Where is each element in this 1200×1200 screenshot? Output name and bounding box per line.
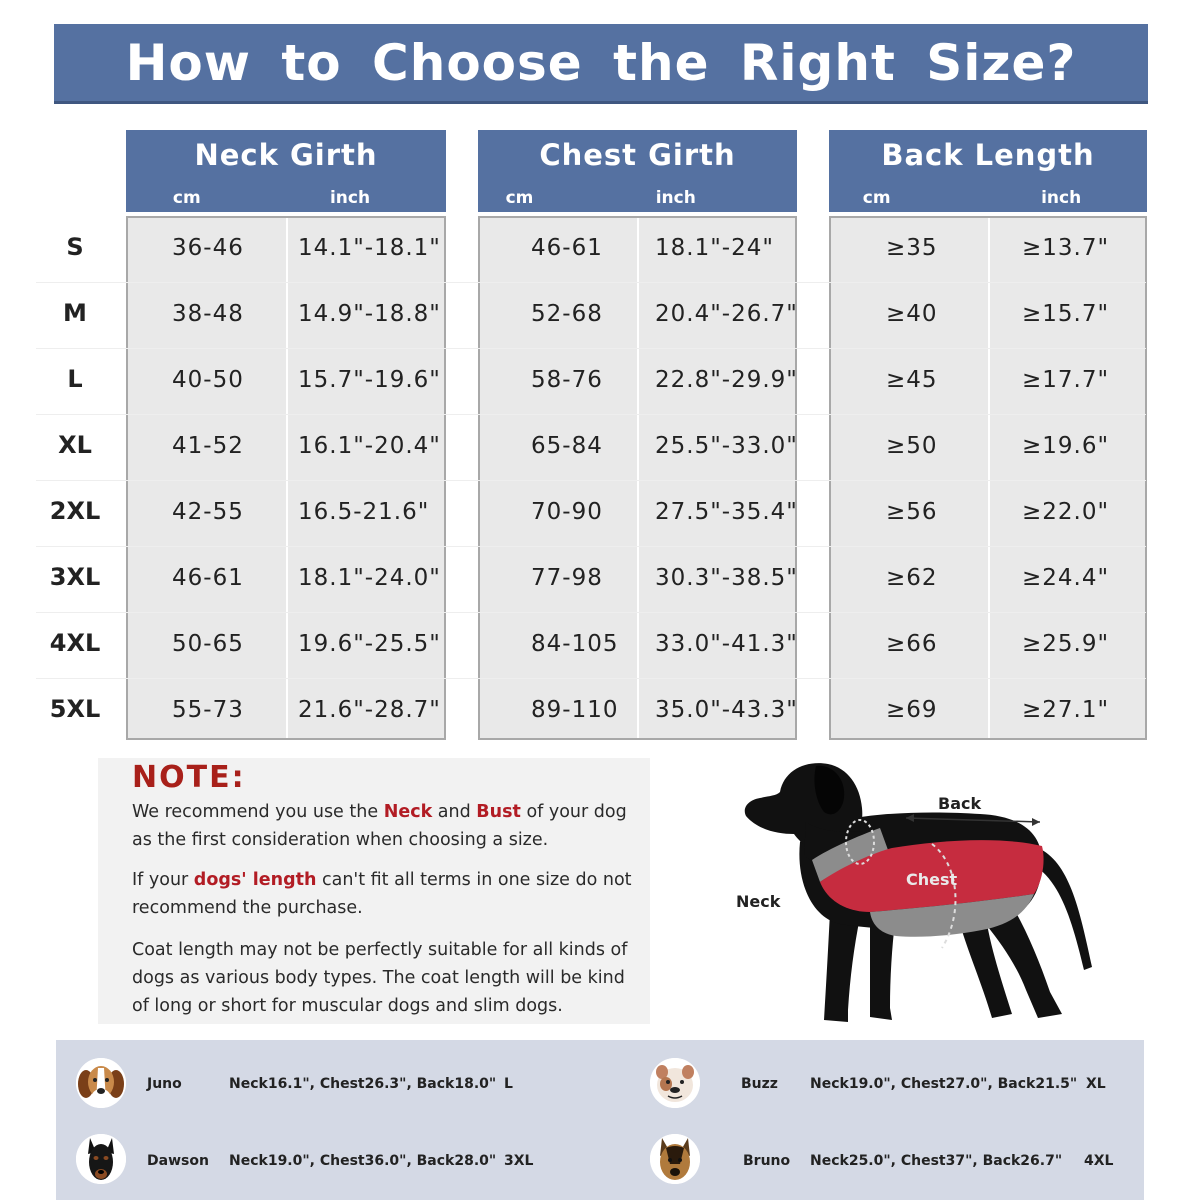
note-text: of your dog as the first consideration when choosing a size. [132,802,627,850]
page-title: How to Choose the Right Size? [125,33,1077,92]
chest-cm-cell: 65-84 [531,433,603,459]
chest-cm-cell: 58-76 [531,367,603,393]
back-label: Back [938,794,982,813]
chest-inch-label: inch [655,188,696,208]
neck-cm-cell: 46-61 [172,565,244,591]
neck-cm-label: cm [172,188,201,208]
chest-cm-cell: 89-110 [531,697,619,723]
example-measures: Neck19.0", Chest36.0", Back28.0" [229,1153,497,1169]
chest-inch-cell: 20.4"-26.7" [655,301,798,327]
neck-inch-cell: 16.1"-20.4" [298,433,441,459]
back-cm-cell: ≥45 [886,367,938,393]
back-inch-label: inch [1041,188,1082,208]
example-size: XL [1086,1076,1106,1092]
note-paragraph-2 [132,866,632,922]
size-label-xl: XL [58,431,92,459]
back-inch-cell: ≥24.4" [1022,565,1110,591]
note-text: If your [132,870,194,890]
neck-inch-cell: 14.9"-18.8" [298,301,441,327]
chest-cm-label: cm [505,188,534,208]
back-inch-cell: ≥22.0" [1022,499,1110,525]
doberman-icon [76,1134,126,1184]
neck-inch-cell: 19.6"-25.5" [298,631,441,657]
example-name: Juno [147,1076,182,1092]
note-paragraph-1 [132,798,632,854]
chest-inch-cell: 35.0"-43.3" [655,697,798,723]
neck-inch-cell: 21.6"-28.7" [298,697,441,723]
back-cm-cell: ≥62 [886,565,938,591]
neck-cm-cell: 41-52 [172,433,244,459]
column-divider [988,218,990,738]
neck-inch-cell: 18.1"-24.0" [298,565,441,591]
chest-inch-cell: 33.0"-41.3" [655,631,798,657]
note-paragraph-3: Coat length may not be perfectly suitable for all kinds of dogs as various body types. The coat length will be kind of long or short for muscular dogs and slim dogs. [132,940,628,1016]
example-measures: Neck16.1", Chest26.3", Back18.0" [229,1076,497,1092]
german-shepherd-icon [650,1134,700,1184]
example-name: Dawson [147,1153,209,1169]
dog-avatar-buzz [650,1058,700,1108]
bulldog-icon [650,1058,700,1108]
back-cm-cell: ≥56 [886,499,938,525]
chest-cm-cell: 70-90 [531,499,603,525]
dog-avatar-bruno [650,1134,700,1184]
beagle-icon [76,1058,126,1108]
size-label-3xl: 3XL [49,563,101,591]
neck-inch-cell: 15.7"-19.6" [298,367,441,393]
dog-measurement-diagram [720,752,1140,1037]
chest-inch-cell: 25.5"-33.0" [655,433,798,459]
example-name: Bruno [743,1153,791,1169]
back-inch-cell: ≥27.1" [1022,697,1110,723]
dog-avatar-dawson [76,1134,126,1184]
chest-cm-cell: 52-68 [531,301,603,327]
back-inch-cell: ≥13.7" [1022,235,1110,261]
size-label-l: L [67,365,83,393]
back-cm-label: cm [862,188,891,208]
note-highlight-neck: Neck [383,802,433,822]
neck-cm-cell: 40-50 [172,367,244,393]
size-label-2xl: 2XL [49,497,101,525]
size-label-m: M [63,299,87,327]
chest-cm-cell: 84-105 [531,631,619,657]
back-cm-cell: ≥69 [886,697,938,723]
example-size: 3XL [504,1153,534,1169]
chest-cm-cell: 46-61 [531,235,603,261]
note-text: and [432,802,477,822]
back-cm-cell: ≥40 [886,301,938,327]
note-box [98,758,650,1024]
example-size: L [504,1076,513,1092]
neck-cm-cell: 50-65 [172,631,244,657]
note-title: NOTE: [132,760,246,795]
neck-inch-cell: 14.1"-18.1" [298,235,441,261]
neck-girth-header [126,130,446,212]
back-inch-cell: ≥25.9" [1022,631,1110,657]
size-label-5xl: 5XL [49,695,101,723]
column-divider [286,218,288,738]
neck-cm-cell: 38-48 [172,301,244,327]
example-size: 4XL [1084,1153,1114,1169]
example-name: Buzz [741,1076,778,1092]
back-inch-cell: ≥19.6" [1022,433,1110,459]
chest-label: Chest [906,870,958,889]
size-label-s: S [66,233,84,261]
back-cm-cell: ≥50 [886,433,938,459]
chest-inch-cell: 18.1"-24" [655,235,774,261]
chest-inch-cell: 22.8"-29.9" [655,367,798,393]
neck-cm-cell: 55-73 [172,697,244,723]
column-divider [637,218,639,738]
back-length-header [829,130,1147,212]
neck-label: Neck [736,892,781,911]
dog-avatar-juno [76,1058,126,1108]
back-inch-cell: ≥17.7" [1022,367,1110,393]
note-highlight-length: dogs' length [193,870,317,890]
chest-inch-cell: 27.5"-35.4" [655,499,798,525]
chest-girth-header [478,130,797,212]
examples-panel [56,1040,1144,1200]
title-banner [54,24,1148,104]
neck-girth-title: Neck Girth [194,138,378,172]
size-label-4xl: 4XL [49,629,101,657]
example-measures: Neck19.0", Chest27.0", Back21.5" [810,1076,1078,1092]
note-text: can't fit all terms in one size do not recommend the purchase. [132,870,632,918]
note-text: We recommend you use the [132,802,384,822]
note-highlight-bust: Bust [476,802,521,822]
chest-girth-title: Chest Girth [539,138,736,172]
dog-silhouette-icon [720,752,1140,1037]
example-measures: Neck25.0", Chest37", Back26.7" [810,1153,1063,1169]
chest-inch-cell: 30.3"-38.5" [655,565,798,591]
back-cm-cell: ≥35 [886,235,938,261]
neck-cm-cell: 36-46 [172,235,244,261]
back-cm-cell: ≥66 [886,631,938,657]
back-length-title: Back Length [881,138,1095,172]
neck-inch-cell: 16.5-21.6" [298,499,430,525]
neck-inch-label: inch [329,188,371,208]
back-inch-cell: ≥15.7" [1022,301,1110,327]
neck-cm-cell: 42-55 [172,499,244,525]
chest-cm-cell: 77-98 [531,565,603,591]
